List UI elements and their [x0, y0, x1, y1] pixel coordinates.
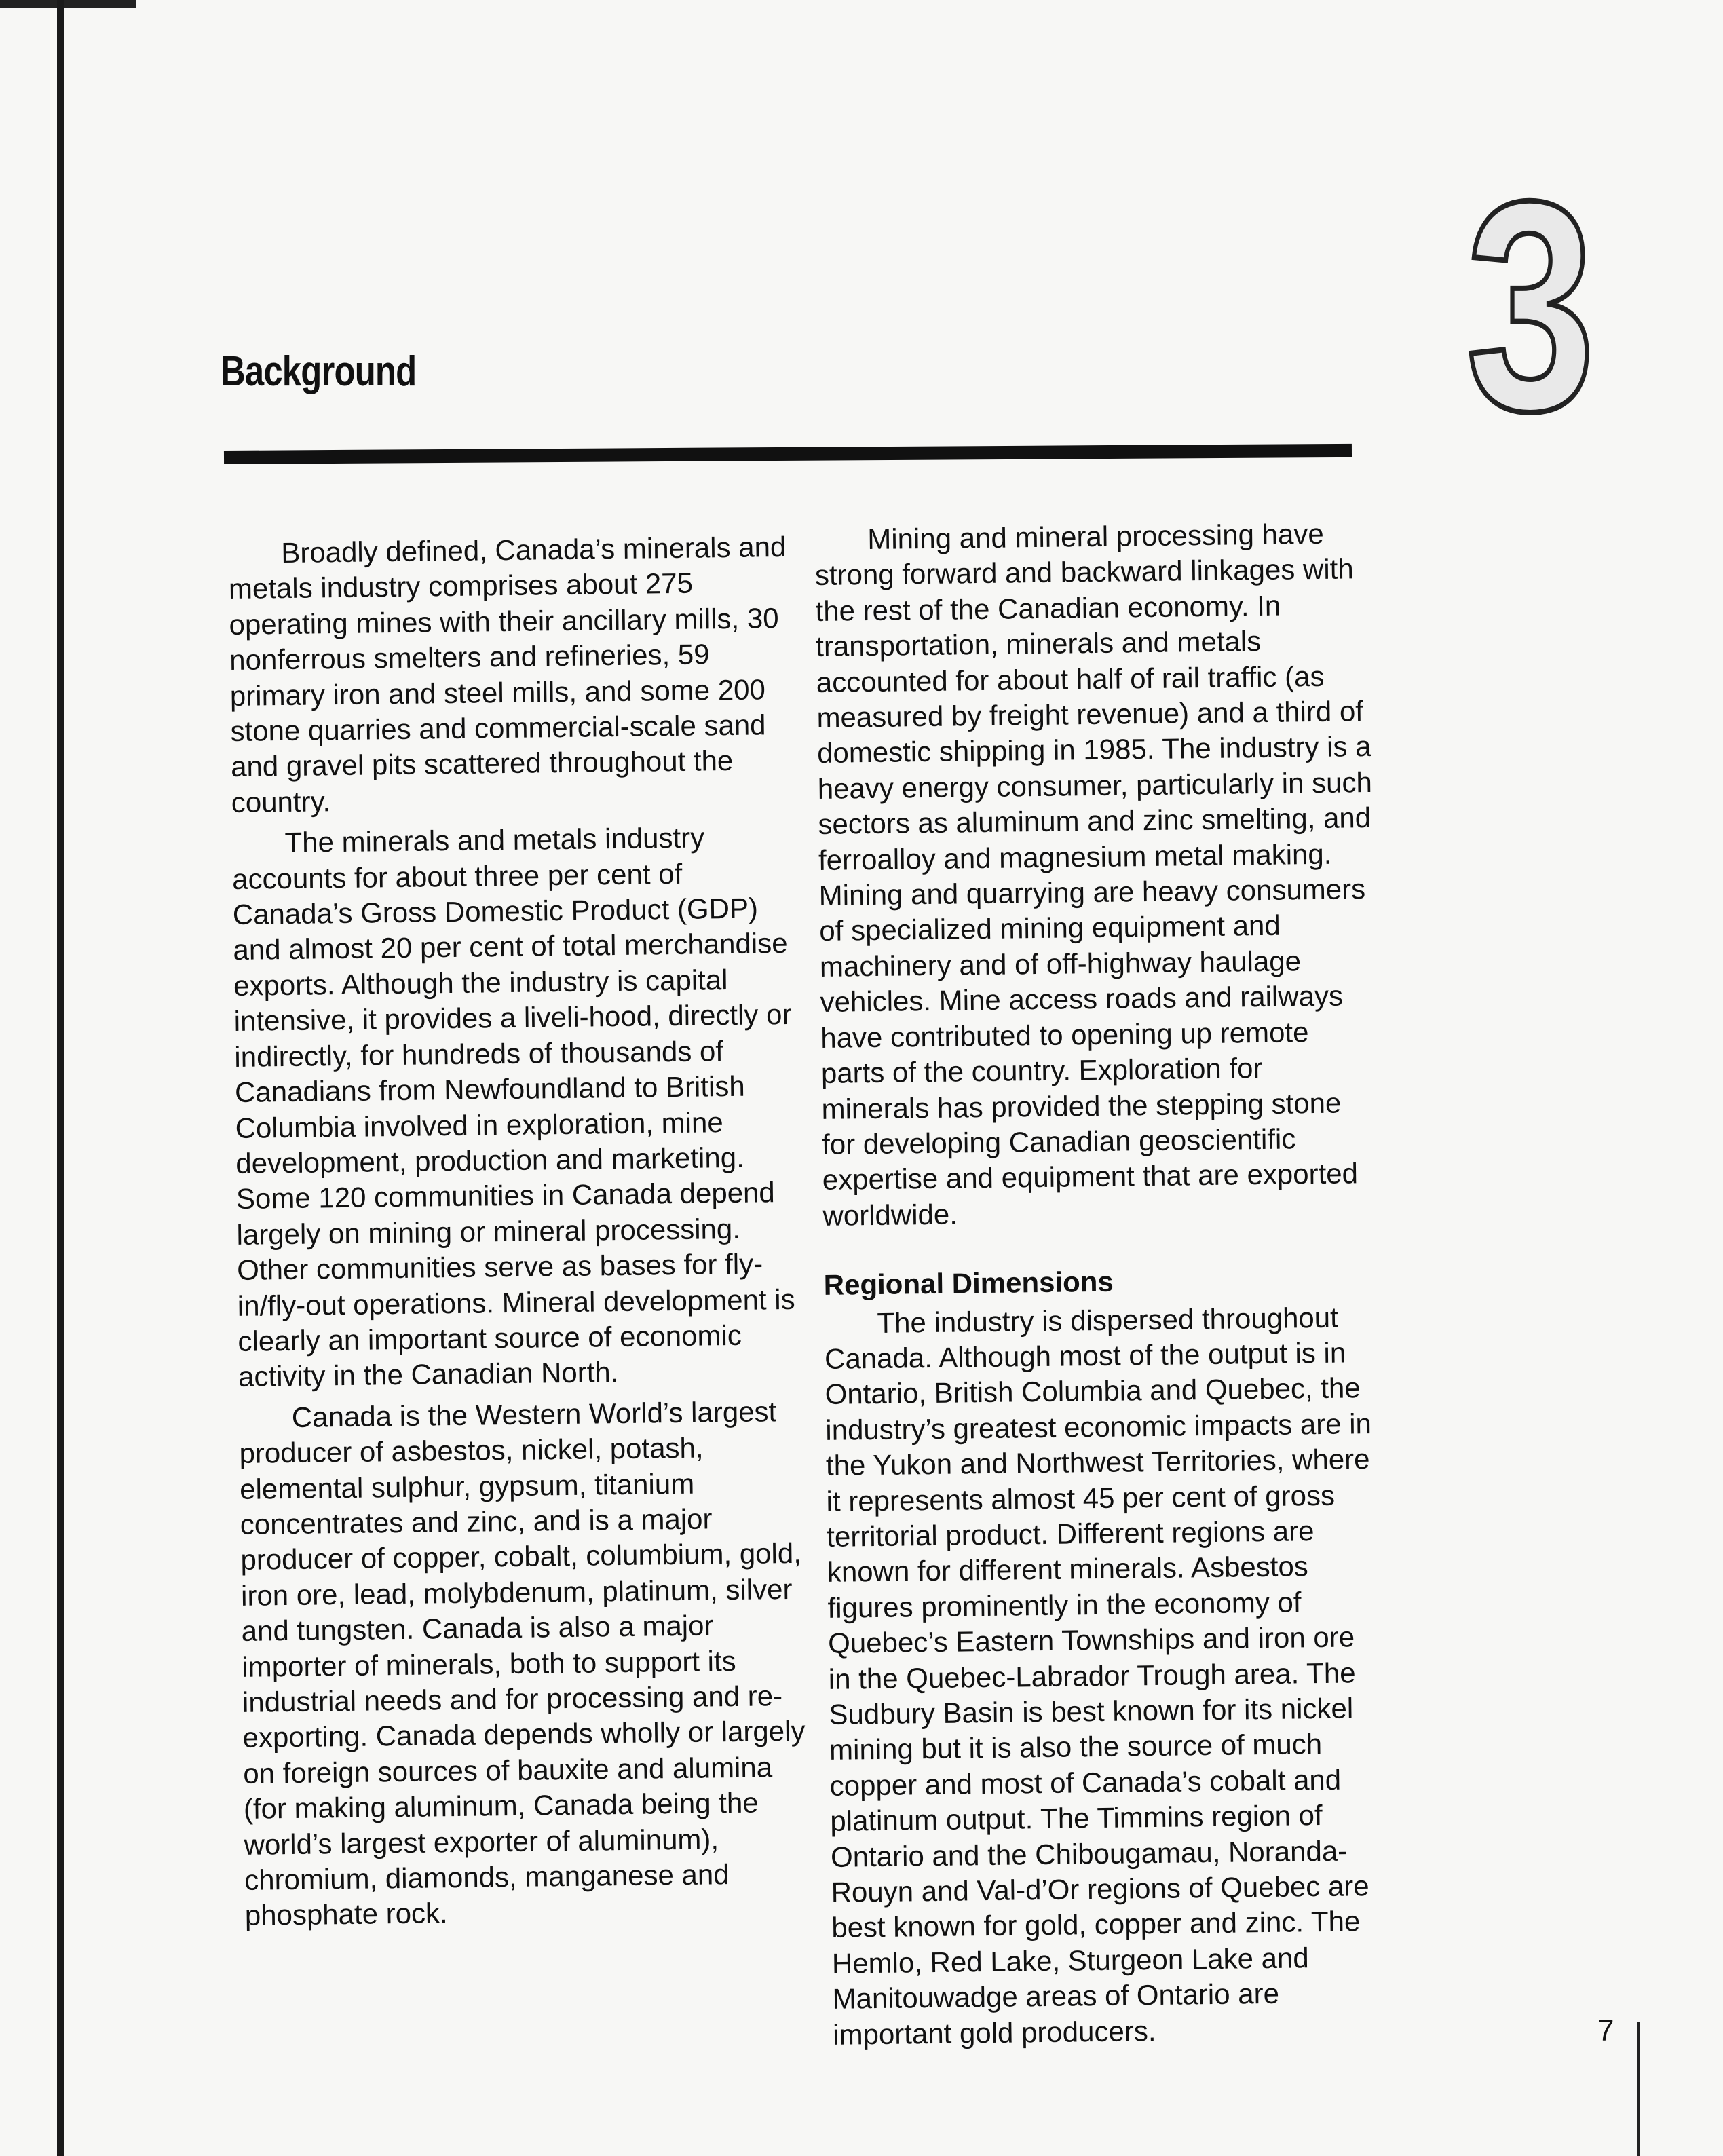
right-column [814, 516, 1390, 2058]
top-edge-shadow [0, 0, 136, 8]
paragraph-linkages: Mining and mineral processing have strong forward and backward linkages with the rest of the Canadian economy. In transportation, minerals and metals accounted for about half of rail traffic (as measured by freight revenue) and a third of domestic shipping in 1985. The industry is a heavy energy consumer, particularly in such sectors as aluminum and zinc smelting, and ferroalloy and magnesium metal making. Mining and quarrying are heavy consumers of specialized mining equipment and machinery and of off-highway haulage vehicles. Mine access roads and railways have contributed to opening up remote parts of the country. Exploration for minerals has provided the stepping stone for developing Canadian geoscientific expertise and equipment that are exported worldwide. [814, 517, 1373, 1232]
subheading-regional-dimensions: Regional Dimensions [823, 1265, 1114, 1302]
paragraph-industry-overview: Broadly defined, Canada’s minerals and metals industry comprises about 275 operating mines with their ancillary mills, 30 nonferrous smelters and refineries, 59 primary iron and steel mills, and some 200 stone quarries and commercial-scale sand and gravel pits scattered throughout the country. [228, 530, 787, 818]
page-number-rule [1637, 2022, 1640, 2156]
section-title: Background [221, 348, 417, 395]
paragraph-economic-contribution: The minerals and metals industry accounts for about three per cent of Canada’s Gross Domestic Product (GDP) and almost 20 per cent of total merchandise exports. Although the industry is capital intensive, it provides a liveli-hood, directly or indirectly, for hundreds of thousands of Canadians from Newfoundland to British Columbia involved in exploration, mine development, production and marketing. Some 120 communities in Canada depend largely on mining or mineral processing. Other communities serve as bases for fly-in/fly-out operations. Mineral development is clearly an important source of economic activity in the Canadian North. [231, 821, 795, 1393]
chapter-number: 3 [1466, 140, 1595, 473]
page-binding-edge [57, 0, 64, 2156]
page-number: 7 [1597, 2014, 1614, 2047]
paragraph-world-producer: Canada is the Western World’s largest producer of asbestos, nickel, potash, elemental sulphur, gypsum, titanium concentrates and zinc, and is a major producer of copper, cobalt, columbium, gold, iron ore, lead, molybdenum, platinum, silver and tungsten. Canada is also a major importer of minerals, both to support its industrial needs and for processing and re-exporting. Canada depends wholly or largely on foreign sources of bauxite and alumina (for making aluminum, Canada being the world’s largest exporter of aluminum), chromium, diamonds, manganese and phosphate rock. [239, 1395, 806, 1932]
title-divider [224, 444, 1352, 464]
paragraph-regional: The industry is dispersed throughout Canada. Although most of the output is in Ontario, British Columbia and Quebec, the industry’s greatest economic impacts are in the Yukon and Northwest Territories, where it represents almost 45 per cent of gross territorial product. Different regions are known for different minerals. Asbestos figures prominently in the economy of Quebec’s Eastern Townships and iron ore in the Quebec-Labrador Trough area. The Sudbury Basin is best known for its nickel mining but it is also the source of much copper and most of Canada’s cobalt and platinum output. The Timmins region of Ontario and the Chibougamau, Noranda-Rouyn and Val-d’Or regions of Quebec are best known for gold, copper and zinc. The Hemlo, Red Lake, Sturgeon Lake and Manitouwadge areas of Ontario are important gold producers. [824, 1301, 1372, 2051]
left-column [228, 529, 808, 1940]
